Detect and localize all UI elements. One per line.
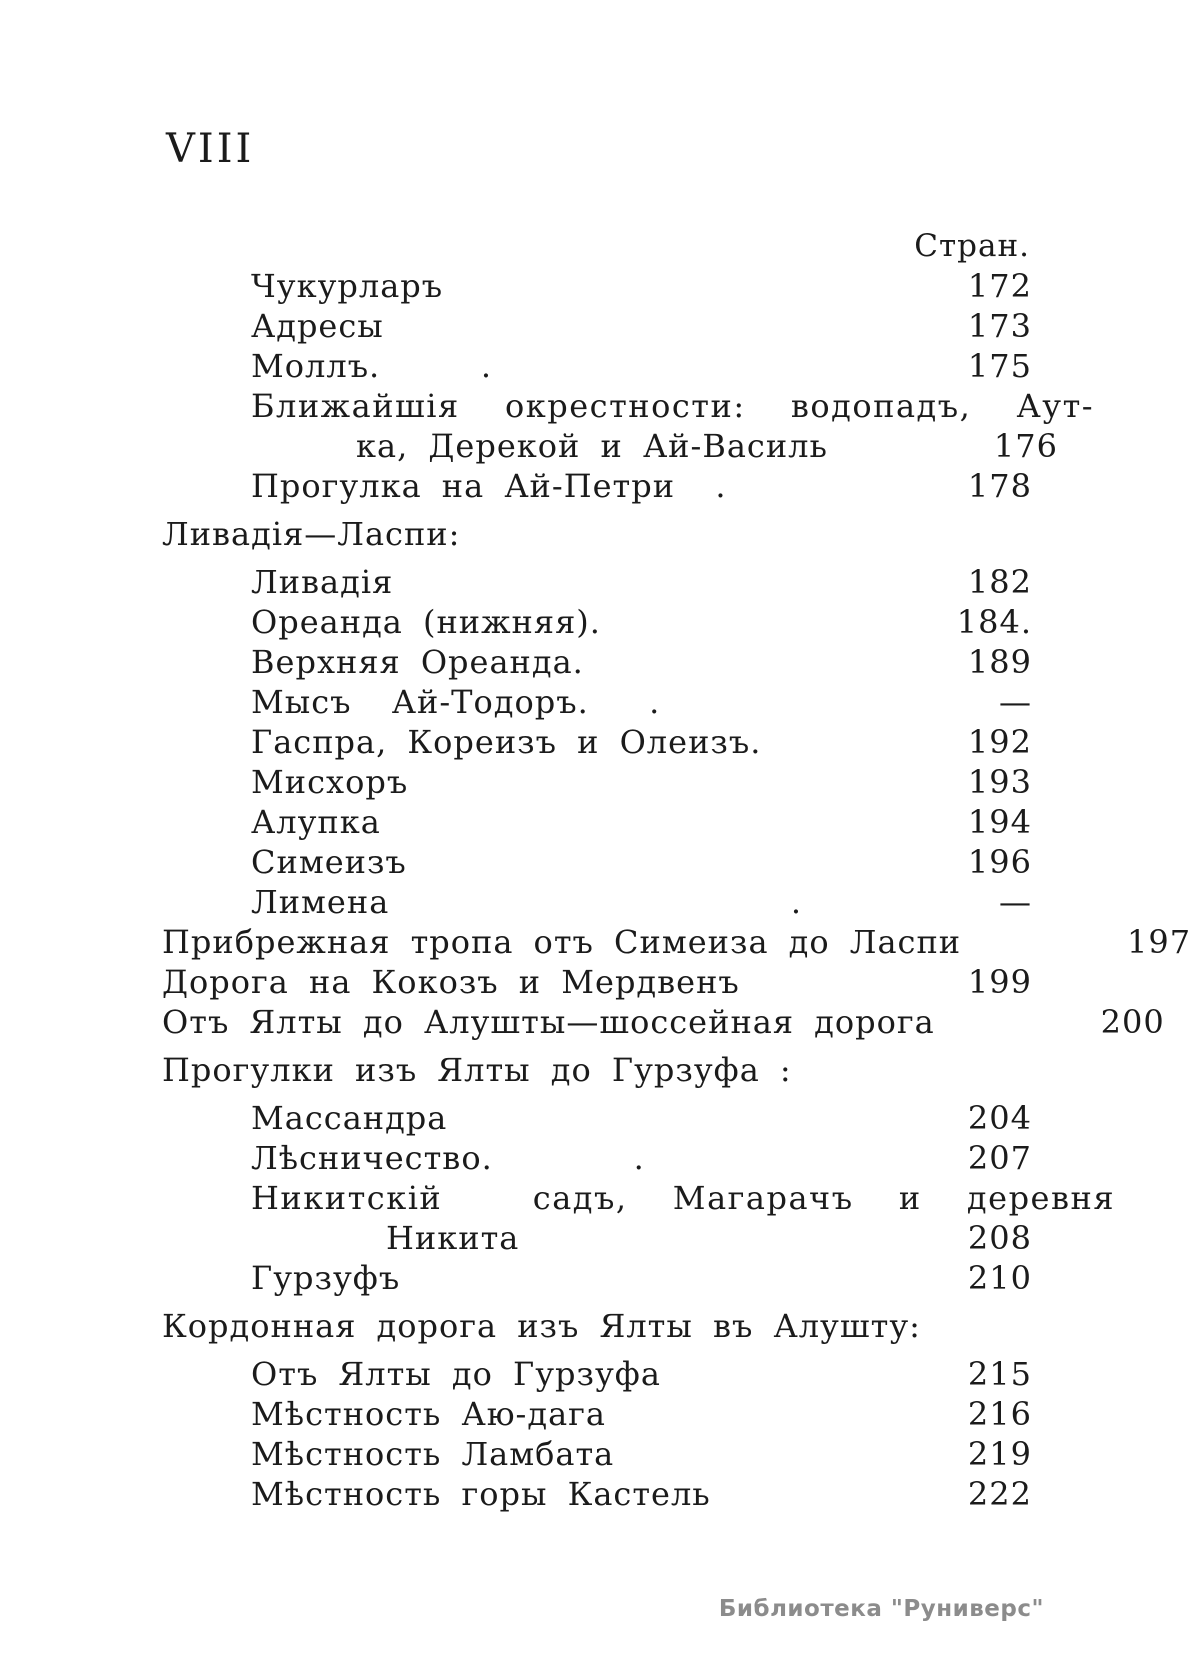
- toc-section-row: [0, 1306, 1032, 1346]
- toc-row: [0, 426, 1058, 466]
- toc-row: [0, 306, 1032, 346]
- toc-entry-label: Мѣстность Аю-дага: [251, 1395, 606, 1433]
- toc-row: [0, 1474, 1032, 1514]
- toc-entry-label: Массандра: [251, 1099, 448, 1137]
- toc-row: [0, 1002, 1165, 1042]
- toc-row: [0, 1258, 1032, 1298]
- toc-entry-label: Верхняя Ореанда.: [251, 643, 584, 681]
- toc-entry-label: Мисхоръ: [251, 763, 409, 801]
- toc-row: [0, 346, 1032, 386]
- toc-entry-label: Лѣсничество. .: [251, 1139, 645, 1177]
- toc-section-title: Прогулки изъ Ялты до Гурзуфа :: [162, 1051, 792, 1089]
- toc-page-number: 199: [967, 963, 1032, 1001]
- toc-page-number: 197: [1127, 923, 1192, 961]
- toc-rows: [0, 266, 1192, 1514]
- toc-page-number: 176: [993, 427, 1058, 465]
- toc-page-number: 194: [967, 803, 1032, 841]
- toc-entry-label: Прибрежная тропа отъ Симеиза до Ласпи: [162, 923, 962, 961]
- toc-row: [0, 386, 1095, 426]
- toc-row: [0, 922, 1192, 962]
- toc-entry-label: Мѣстность горы Кастель: [251, 1475, 711, 1513]
- toc-page-number: 216: [967, 1395, 1032, 1433]
- toc-page-number: 189: [967, 643, 1032, 681]
- toc-page-number: 210: [967, 1259, 1032, 1297]
- toc-entry-label: Адресы: [251, 307, 384, 345]
- library-watermark: Библиотека "Руниверс": [718, 1596, 1044, 1622]
- toc-entry-label: Ореанда (нижняя).: [251, 603, 601, 641]
- page-column-header: Стран.: [914, 228, 1030, 264]
- toc-page-number: 173: [967, 307, 1032, 345]
- toc-row: [0, 1434, 1032, 1474]
- toc-row: [0, 642, 1032, 682]
- toc-row: [0, 722, 1032, 762]
- toc-entry-label: Отъ Ялты до Алушты—шоссейная дорога: [162, 1003, 935, 1041]
- toc-row: [0, 682, 1032, 722]
- toc-page-number: —: [999, 683, 1032, 721]
- toc-page-number: 222: [967, 1475, 1032, 1513]
- toc-page-number: 196: [967, 843, 1032, 881]
- toc-page-number: 219: [967, 1435, 1032, 1473]
- toc-row: [0, 962, 1032, 1002]
- page-roman-numeral: VIII: [166, 126, 255, 172]
- toc-page-number: —: [999, 883, 1032, 921]
- page-column-header-row: [0, 226, 1032, 266]
- toc-section-title: Кордонная дорога изъ Ялты въ Алушту:: [162, 1307, 921, 1345]
- toc-row: [0, 1394, 1032, 1434]
- toc-entry-label: Прогулка на Ай-Петри .: [251, 467, 727, 505]
- toc-entry-label: Дорога на Кокозъ и Мердвенъ: [162, 963, 740, 1001]
- toc-row: [0, 466, 1032, 506]
- toc-section-title: Ливадія—Ласпи:: [162, 515, 461, 553]
- toc-page-number: 200: [1100, 1003, 1165, 1041]
- toc-page-number: 184.: [956, 603, 1032, 641]
- toc-entry-label: Гаспра, Кореизъ и Олеизъ.: [251, 723, 762, 761]
- toc-page-number: 178: [967, 467, 1032, 505]
- toc-section-row: [0, 1050, 1032, 1090]
- toc-leader: .: [790, 883, 802, 921]
- toc-page-number: 204: [967, 1099, 1032, 1137]
- toc-entry-label: Никита: [386, 1219, 520, 1257]
- toc-entry-label: Чукурларъ: [251, 267, 444, 305]
- toc-page-number: 215: [967, 1355, 1032, 1393]
- toc-page-number: 192: [967, 723, 1032, 761]
- toc-row: [0, 802, 1032, 842]
- table-of-contents: [0, 226, 1192, 1514]
- toc-section-row: [0, 514, 1032, 554]
- toc-page-number: 207: [967, 1139, 1032, 1177]
- toc-row: [0, 1138, 1032, 1178]
- toc-entry-label: Гурзуфъ: [251, 1259, 401, 1297]
- toc-row: [0, 882, 1032, 922]
- toc-entry-label: Алупка: [251, 803, 381, 841]
- toc-entry-label: Мѣстность Ламбата: [251, 1435, 615, 1473]
- toc-page-number: 182: [967, 563, 1032, 601]
- toc-entry-label: Симеизъ: [251, 843, 407, 881]
- toc-row: [0, 562, 1032, 602]
- toc-entry-label: Лимена: [251, 883, 390, 921]
- toc-row: [0, 842, 1032, 882]
- toc-page-number: 175: [967, 347, 1032, 385]
- toc-row: [0, 1354, 1032, 1394]
- toc-page-number: 172: [967, 267, 1032, 305]
- toc-row: [0, 1098, 1032, 1138]
- toc-entry-label: Моллъ. .: [251, 347, 493, 385]
- toc-entry-label: Отъ Ялты до Гурзуфа: [251, 1355, 661, 1393]
- toc-row: [0, 1218, 1032, 1258]
- toc-entry-label: ка, Дерекой и Ай-Василь: [356, 427, 828, 465]
- toc-row: [0, 266, 1032, 306]
- toc-page-number: 193: [967, 763, 1032, 801]
- toc-entry-label: Ливадія: [251, 563, 394, 601]
- toc-entry-label: Никитскій садъ, Магарачъ и деревня: [251, 1179, 1116, 1217]
- toc-row: [0, 1178, 1116, 1218]
- toc-entry-label: Мысъ Ай-Тодоръ. .: [251, 683, 661, 721]
- toc-row: [0, 602, 1032, 642]
- toc-page-number: 208: [967, 1219, 1032, 1257]
- toc-entry-label: Ближайшія окрестности: водопадъ, Аут-: [251, 387, 1095, 425]
- toc-row: [0, 762, 1032, 802]
